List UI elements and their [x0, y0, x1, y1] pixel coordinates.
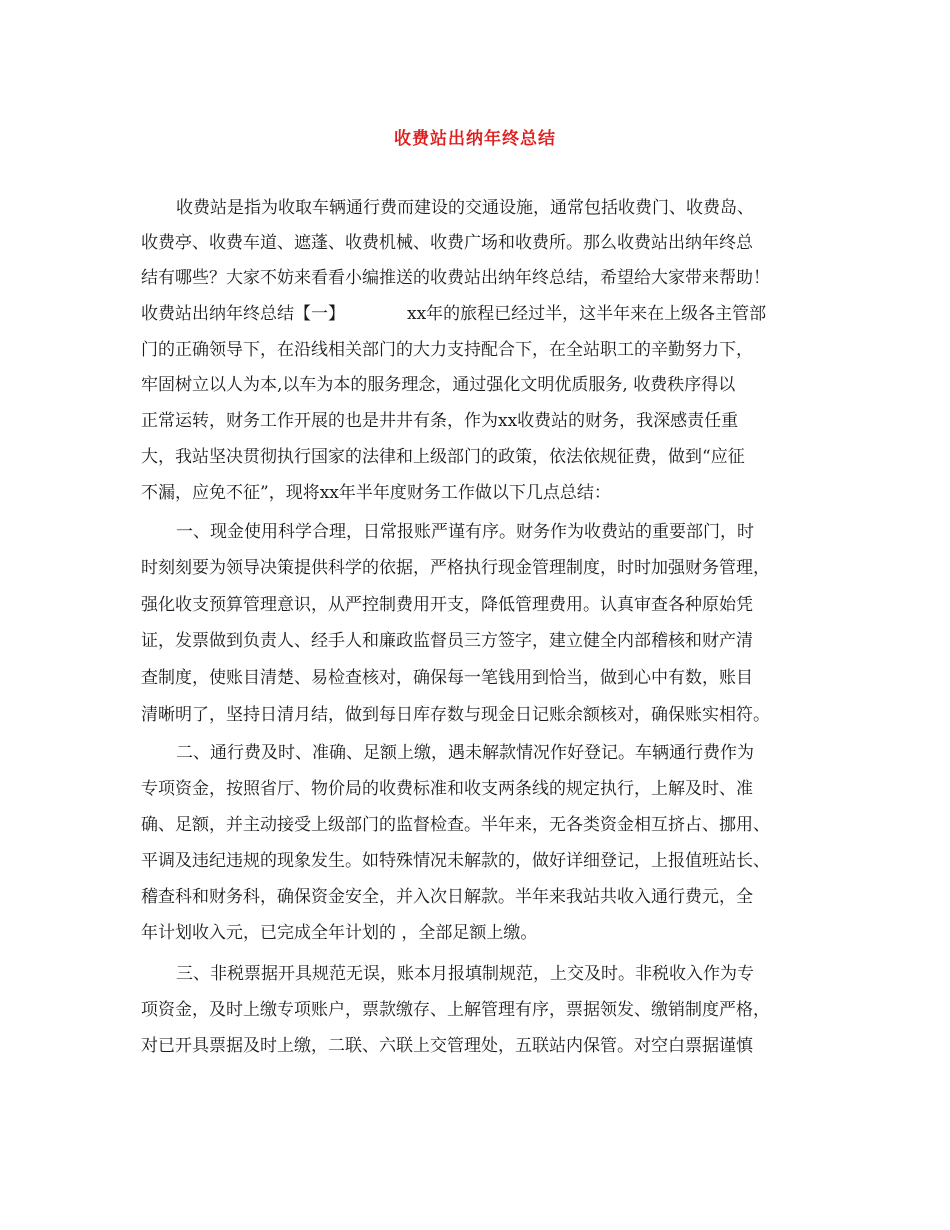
paragraph-line: 年计划收入元，已完成全年计划的 ，全部足额上缴。	[141, 923, 538, 943]
paragraph-line: 项资金，及时上缴专项账户，票款缴存、上解管理有序，票据领发、缴销制度严格，	[141, 1000, 770, 1020]
paragraph-line: 门的正确领导下，在沿线相关部门的大力支持配合下，在全站职工的辛勤努力下，	[141, 340, 753, 360]
paragraph-line: 不漏，应免不征”，现将xx年半年度财务工作做以下几点总结：	[141, 483, 611, 503]
paragraph-line	[141, 302, 821, 326]
paragraph-line: 正常运转，财务工作开展的也是井井有条，作为xx收费站的财务，我深感责任重	[141, 411, 739, 431]
paragraph-line: 清晰明了，坚持日清月结，做到每日库存数与现金日记账余额核对，确保账实相符。	[141, 705, 770, 725]
section-heading: 收费站出纳年终总结【一】	[141, 304, 345, 324]
paragraph-line: 结有哪些？大家不妨来看看小编推送的收费站出纳年终总结，希望给大家带来帮助！	[141, 268, 770, 288]
paragraph-line: 证，发票做到负责人、经手人和廉政监督员三方签字，建立健全内部稽核和财产清	[141, 631, 753, 651]
paragraph-line: 稽查科和财务科，确保资金安全，并入次日解款。半年来我站共收入通行费元，全	[141, 887, 753, 907]
paragraph-line: 强化收支预算管理意识，从严控制费用开支，降低管理费用。认真审查各种原始凭	[141, 595, 753, 615]
document-title: 收费站出纳年终总结	[394, 129, 556, 149]
paragraph-line: 对已开具票据及时上缴，二联、六联上交管理处，五联站内保管。对空白票据谨慎	[141, 1036, 753, 1056]
paragraph-line: 时刻刻要为领导决策提供科学的依据，严格执行现金管理制度，时时加强财务管理，	[141, 558, 770, 578]
paragraph-text: xx年的旅程已经过半，这半年来在上级各主管部	[407, 304, 767, 324]
paragraph-line: 收费亭、收费车道、遮蓬、收费机械、收费广场和收费所。那么收费站出纳年终总	[141, 233, 753, 253]
paragraph-line: 确、足额，并主动接受上级部门的监督检查。半年来，无各类资金相互挤占、挪用、	[141, 815, 770, 835]
paragraph-line: 收费站是指为收取车辆通行费而建设的交通设施，通常包括收费门、收费岛、	[176, 198, 754, 218]
paragraph-line: 大，我站坚决贯彻执行国家的法律和上级部门的政策，依法依规征费，做到“应征	[141, 447, 745, 467]
paragraph-line: 一、现金使用科学合理，日常报账严谨有序。财务作为收费站的重要部门，时	[176, 522, 754, 542]
paragraph-line: 二、通行费及时、准确、足额上缴，遇未解款情况作好登记。车辆通行费作为	[176, 743, 754, 763]
paragraph-line: 三、非税票据开具规范无误，账本月报填制规范，上交及时。非税收入作为专	[176, 964, 754, 984]
paragraph-line: 查制度，使账目清楚、易检查核对，确保每一笔钱用到恰当，做到心中有数，账目	[141, 668, 753, 688]
paragraph-line: 平调及违纪违规的现象发生。如特殊情况未解款的，做好详细登记，上报值班站长、	[141, 851, 770, 871]
paragraph-line: 专项资金，按照省厅、物价局的收费标准和收支两条线的规定执行，上解及时、准	[141, 779, 753, 799]
paragraph-line: 牢固树立以人为本,以车为本的服务理念，通过强化文明优质服务, 收费秩序得以	[141, 375, 736, 395]
